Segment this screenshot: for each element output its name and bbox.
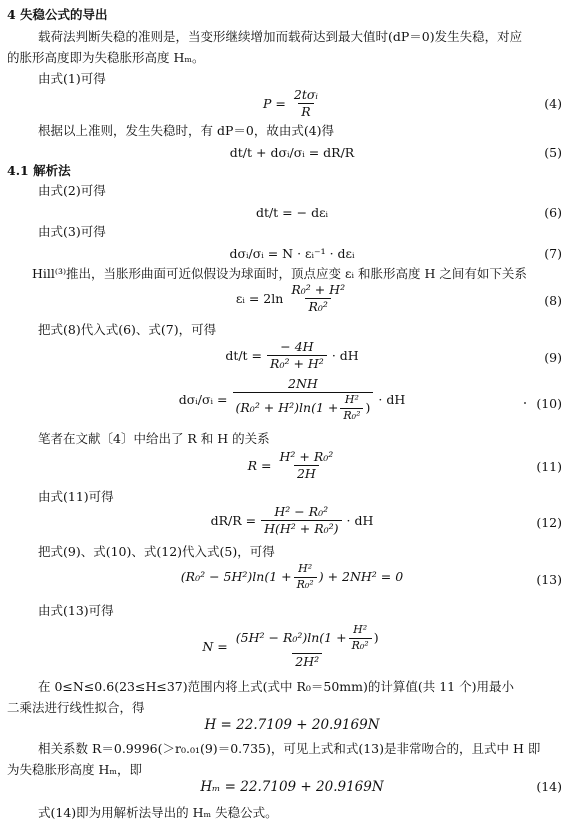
eq12-numerator: H² − R₀² (274, 504, 329, 519)
eq8-lhs: εᵢ = 2ln (235, 290, 284, 306)
text-corr-line-1: 相关系数 R＝0.9996(＞r₀.₀₁(9)＝0.735)，可见上式和式(13)是非常吻合的，且式中 H 即 (38, 741, 541, 756)
text-from-eq3: 由式(3)可得 (38, 224, 106, 239)
equation-10 (0, 377, 584, 423)
eq13-part-b: ) + 2NH² = 0 (318, 568, 404, 584)
eq10-rhs: · dH (378, 391, 406, 407)
eq12-label: (12) (536, 515, 562, 530)
eq11-label: (11) (536, 459, 562, 474)
equation-N (0, 624, 584, 670)
eq9-denominator: R₀² + H² (267, 355, 327, 371)
equation-4 (0, 88, 584, 120)
eqN-inner-num: H² (353, 623, 368, 636)
text-hill: Hill⁽³⁾推出，当胀形曲面可近似假设为球面时，顶点应变 εᵢ 和胀形高度 H 之间有如下关系 (32, 266, 527, 281)
equation-14: Hₘ = 22.7109 + 20.9169N (200, 779, 384, 795)
eq4-fraction (291, 88, 321, 120)
eq13-fraction (294, 563, 317, 591)
eqN-inner-fraction (349, 624, 372, 652)
eq4-numerator: 2tσᵢ (293, 87, 318, 102)
eq9-numerator: − 4H (280, 339, 314, 354)
eqN-num-a: (5H² − R₀²)ln(1 + (235, 629, 347, 645)
eqN-numerator (233, 624, 382, 653)
eqN-inner-den: R₀² (349, 638, 372, 653)
equation-5: dt/t + dσᵢ/σᵢ = dR/R (229, 145, 355, 160)
eq10-inner-den: R₀² (340, 408, 363, 423)
eq10-inner-num: H² (344, 393, 359, 407)
paragraph-line-1: 载荷法判断失稳的准则是，当变形继续增加而载荷达到最大值时(dP＝0)发生失稳，对应 (38, 29, 523, 44)
text-from-eq2: 由式(2)可得 (38, 183, 106, 198)
eqN-num-b: ) (373, 629, 379, 645)
eq8-numerator: R₀² + H² (291, 282, 346, 297)
eq4-denominator: R (298, 103, 313, 119)
text-conclusion: 式(14)即为用解析法导出的 Hₘ 失稳公式。 (38, 805, 278, 820)
eq9-lhs: dt/t = (225, 347, 263, 363)
eq10-den-b: ) (365, 400, 371, 416)
subsection-heading: 4.1 解析法 (7, 163, 71, 178)
eq13-numerator: H² (298, 562, 313, 575)
eqN-fraction (233, 624, 382, 670)
equation-fit: H = 22.7109 + 20.9169N (204, 717, 380, 733)
eq10-fraction (233, 377, 374, 423)
eq14-label: (14) (536, 779, 562, 794)
text-fit-line-2: 二乘法进行线性拟合，得 (7, 700, 145, 715)
eq13-label: (13) (536, 572, 562, 587)
text-from-eq11: 由式(11)可得 (38, 489, 114, 504)
eq9-rhs: · dH (331, 347, 359, 363)
eq10-label: (10) (536, 396, 562, 411)
eq11-fraction (277, 450, 337, 482)
text-substitute-all: 把式(9)、式(10)、式(12)代入式(5)，可得 (38, 544, 275, 559)
eq12-rhs: · dH (346, 512, 374, 528)
eq10-numerator: 2NH (288, 376, 318, 391)
text-corr-line-2: 为失稳胀形高度 Hₘ，即 (7, 762, 143, 777)
eqN-lhs: N = (202, 638, 228, 654)
eq5-label: (5) (544, 145, 562, 160)
text-criterion: 根据以上准则，发生失稳时，有 dP＝0，故由式(4)得 (38, 123, 335, 138)
eq8-label: (8) (544, 293, 562, 308)
eq4-label: (4) (544, 96, 562, 111)
text-substitute-8: 把式(8)代入式(6)、式(7)，可得 (38, 322, 217, 337)
eq10-denominator (233, 392, 374, 422)
eq6-label: (6) (544, 205, 562, 220)
eq10-inner-fraction (340, 394, 363, 422)
eq11-numerator: H² + R₀² (279, 449, 334, 464)
paragraph-line-2: 的胀形高度即为失稳胀形高度 Hₘ。 (7, 50, 205, 65)
equation-12 (0, 505, 584, 537)
equation-11 (0, 450, 584, 482)
eq13-part-a: (R₀² − 5H²)ln(1 + (180, 568, 292, 584)
equation-7: dσᵢ/σᵢ = N · εᵢ⁻¹ · dεᵢ (229, 246, 355, 261)
eqN-denominator: 2H² (292, 653, 322, 669)
eq7-label: (7) (544, 246, 562, 261)
eq8-denominator: R₀² (305, 298, 330, 314)
text-from-eq1: 由式(1)可得 (38, 71, 106, 86)
eq12-fraction (261, 505, 341, 537)
scan-speck (524, 402, 526, 404)
equation-13 (0, 563, 584, 591)
eq9-fraction (267, 340, 327, 372)
section-heading: 4 失稳公式的导出 (7, 7, 108, 22)
equation-9 (0, 340, 584, 372)
equation-6: dt/t = − dεᵢ (255, 205, 329, 220)
eq9-label: (9) (544, 350, 562, 365)
text-author: 笔者在文献〔4〕中给出了 R 和 H 的关系 (38, 431, 270, 446)
eq4-lhs: P = (263, 95, 286, 111)
text-fit-line-1: 在 0≤N≤0.6(23≤H≤37)范围内将上式(式中 R₀＝50mm)的计算值(共 11 个)用最小 (38, 679, 514, 694)
eq12-denominator: H(H² + R₀²) (261, 520, 341, 536)
equation-8 (0, 283, 584, 315)
eq10-lhs: dσᵢ/σᵢ = (178, 391, 228, 407)
eq11-denominator: 2H (294, 465, 319, 481)
text-from-eq13: 由式(13)可得 (38, 603, 114, 618)
eq10-den-a: (R₀² + H²)ln(1 + (235, 400, 339, 416)
eq8-fraction (288, 283, 348, 315)
eq11-lhs: R = (247, 457, 272, 473)
eq13-denominator: R₀² (294, 577, 317, 592)
eq12-lhs: dR/R = (210, 512, 257, 528)
